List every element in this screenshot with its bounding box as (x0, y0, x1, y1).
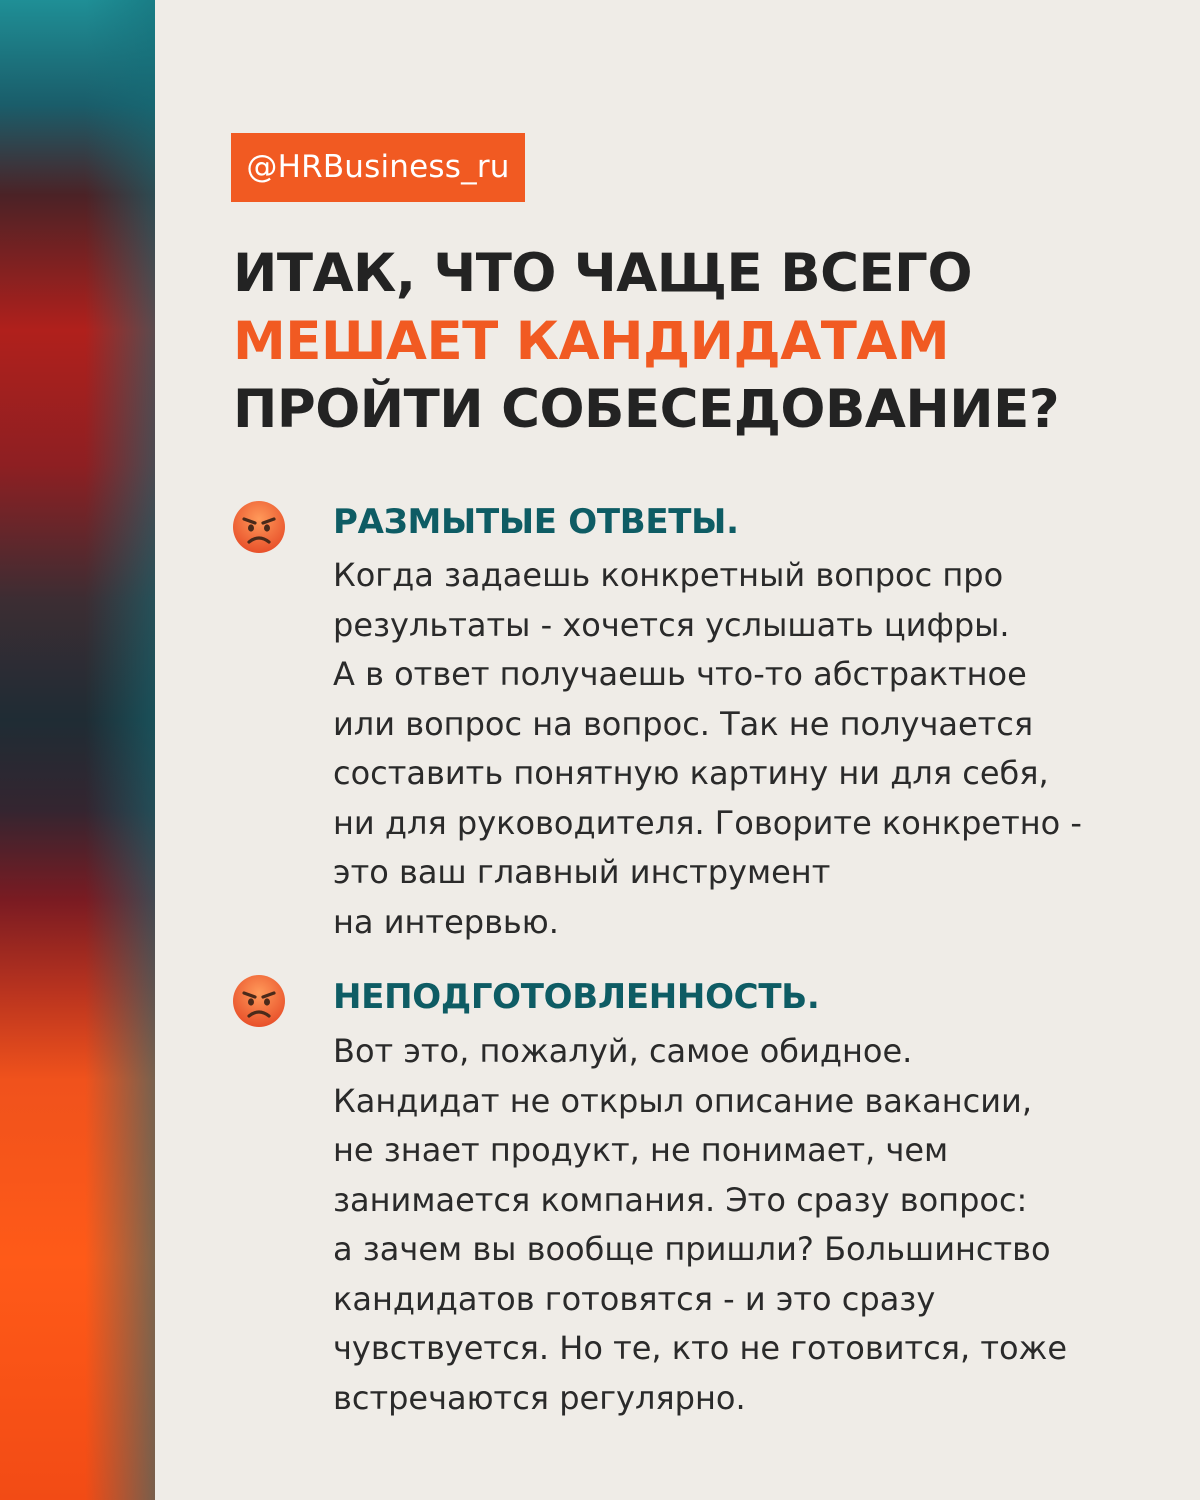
text-line: занимается компания. Это сразу вопрос: (333, 1180, 1028, 1219)
point-title: НЕПОДГОТОВЛЕННОСТЬ. (333, 977, 820, 1017)
angry-face-icon (231, 499, 287, 555)
point-text (333, 551, 1173, 947)
gradient-side-strip (0, 0, 155, 1500)
text-line: это ваш главный инструмент (333, 853, 831, 891)
headline (233, 240, 1173, 444)
text-line: или вопрос на вопрос. Так не получается (333, 704, 1034, 743)
headline-line-3: ПРОЙТИ СОБЕСЕДОВАНИЕ? (233, 379, 1060, 440)
headline-line-1: ИТАК, ЧТО ЧАЩЕ ВСЕГО (233, 243, 973, 304)
text-line: чувствуется. Но те, кто не готовится, тоже (333, 1329, 1068, 1367)
text-line: не знает продукт, не понимает, чем (333, 1131, 949, 1169)
text-line: кандидатов готовятся - и это сразу (333, 1279, 936, 1318)
text-line: на интервью. (333, 902, 559, 941)
text-line: встречаются регулярно. (333, 1378, 746, 1417)
text-line: ни для руководителя. Говорите конкретно - (333, 803, 1082, 842)
account-handle-badge: @HRBusiness_ru (231, 133, 525, 202)
headline-line-2-accent: МЕШАЕТ КАНДИДАТАМ (233, 311, 950, 372)
text-line: Когда задаешь конкретный вопрос про (333, 556, 1004, 594)
text-line: Вот это, пожалуй, самое обидное. (333, 1032, 913, 1070)
angry-face-icon (231, 973, 287, 1029)
text-line: а зачем вы вообще пришли? Большинство (333, 1230, 1051, 1268)
text-line: Кандидат не открыл описание вакансии, (333, 1081, 1033, 1120)
point-title: РАЗМЫТЫЕ ОТВЕТЫ. (333, 502, 739, 542)
point-text (333, 1027, 1173, 1423)
text-line: результаты - хочется услышать цифры. (333, 605, 1010, 644)
text-line: А в ответ получаешь что-то абстрактное (333, 655, 1027, 693)
text-line: составить понятную картину ни для себя, (333, 754, 1049, 792)
